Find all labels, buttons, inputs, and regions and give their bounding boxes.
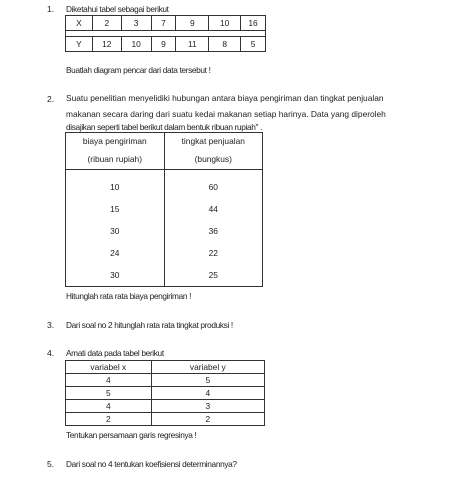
- q1-table: [65, 15, 266, 52]
- q4-row: [66, 374, 265, 387]
- q3-number: 3.: [47, 320, 55, 330]
- q2-cell: 60: [164, 176, 262, 198]
- q1-cell: 2: [92, 16, 121, 31]
- q4-cell: 4: [151, 387, 264, 400]
- q1-row-y: [66, 37, 266, 52]
- q1-cell: 11: [176, 37, 209, 52]
- q4-cell: 4: [66, 400, 152, 413]
- q1-cell: 7: [151, 16, 176, 31]
- q4-table: [65, 360, 265, 426]
- q5-text: Dari soal no 4 tentukan koefisiensi determinannya?: [66, 459, 237, 469]
- q4-row: [66, 413, 265, 426]
- q2-cell: 15: [66, 198, 165, 220]
- q5-number: 5.: [47, 459, 55, 469]
- q2-header-sales-unit: (bungkus): [164, 149, 262, 170]
- q1-cell: 9: [151, 37, 176, 52]
- q4-instruction: Tentukan persamaan garis regresinya !: [66, 430, 197, 440]
- q2-row: [66, 220, 263, 242]
- q2-row: [66, 242, 263, 264]
- q2-row: [66, 198, 263, 220]
- q2-row: [66, 264, 263, 287]
- q2-cell: 25: [164, 264, 262, 287]
- q4-cell: 5: [151, 374, 264, 387]
- q4-row: [66, 387, 265, 400]
- q4-cell: 5: [66, 387, 152, 400]
- q2-header-sales: tingkat penjualan: [164, 133, 262, 150]
- q1-row-x: [66, 16, 266, 31]
- q1-cell: Y: [66, 37, 93, 52]
- q2-cell: 30: [66, 220, 165, 242]
- q2-line: disajikan seperti tabel berikut dalam bentuk ribuan rupiah" .: [66, 122, 263, 132]
- q4-header-y: variabel y: [151, 361, 264, 374]
- q2-cell: 44: [164, 198, 262, 220]
- q1-text: Diketahui tabel sebagai berikut: [66, 4, 169, 14]
- q1-number: 1.: [47, 4, 55, 14]
- q1-cell: 8: [209, 37, 241, 52]
- q1-cell: 12: [92, 37, 121, 52]
- q4-cell: 2: [151, 413, 264, 426]
- q2-cell: 10: [66, 176, 165, 198]
- q2-cell: 36: [164, 220, 262, 242]
- q2-instruction: Hitunglah rata rata biaya pengiriman !: [66, 291, 192, 301]
- q2-table: [65, 132, 263, 287]
- q2-header-cost: biaya pengiriman: [66, 133, 165, 150]
- q1-cell: 10: [121, 37, 151, 52]
- q2-line: Suatu penelitian menyelidiki hubungan antara biaya pengiriman dan tingkat penjualan: [66, 93, 384, 103]
- q4-header-x: variabel x: [66, 361, 152, 374]
- q2-row: [66, 176, 263, 198]
- q1-cell: 5: [241, 37, 266, 52]
- q4-cell: 3: [151, 400, 264, 413]
- q2-cell: 30: [66, 264, 165, 287]
- q4-text: Amati data pada tabel berikut: [66, 348, 164, 358]
- q2-paragraph: [66, 91, 453, 132]
- q1-cell: 9: [176, 16, 209, 31]
- q4-cell: 2: [66, 413, 152, 426]
- q3-text: Dari soal no 2 hitunglah rata rata tingkat produksi !: [66, 320, 233, 330]
- q2-header-cost-unit: (ribuan rupiah): [66, 149, 165, 170]
- q1-cell: 10: [209, 16, 241, 31]
- q1-cell: X: [66, 16, 93, 31]
- q1-instruction: Buatlah diagram pencar dari data tersebut !: [66, 65, 211, 75]
- q2-line: makanan secara daring dari suatu kedai makanan setiap harinya. Data yang diperoleh: [66, 108, 386, 119]
- q4-row: [66, 400, 265, 413]
- q2-cell: 24: [66, 242, 165, 264]
- q1-cell: 16: [241, 16, 266, 31]
- q2-number: 2.: [47, 94, 55, 104]
- q4-number: 4.: [47, 348, 55, 358]
- q4-cell: 4: [66, 374, 152, 387]
- q2-cell: 22: [164, 242, 262, 264]
- q1-cell: 3: [121, 16, 151, 31]
